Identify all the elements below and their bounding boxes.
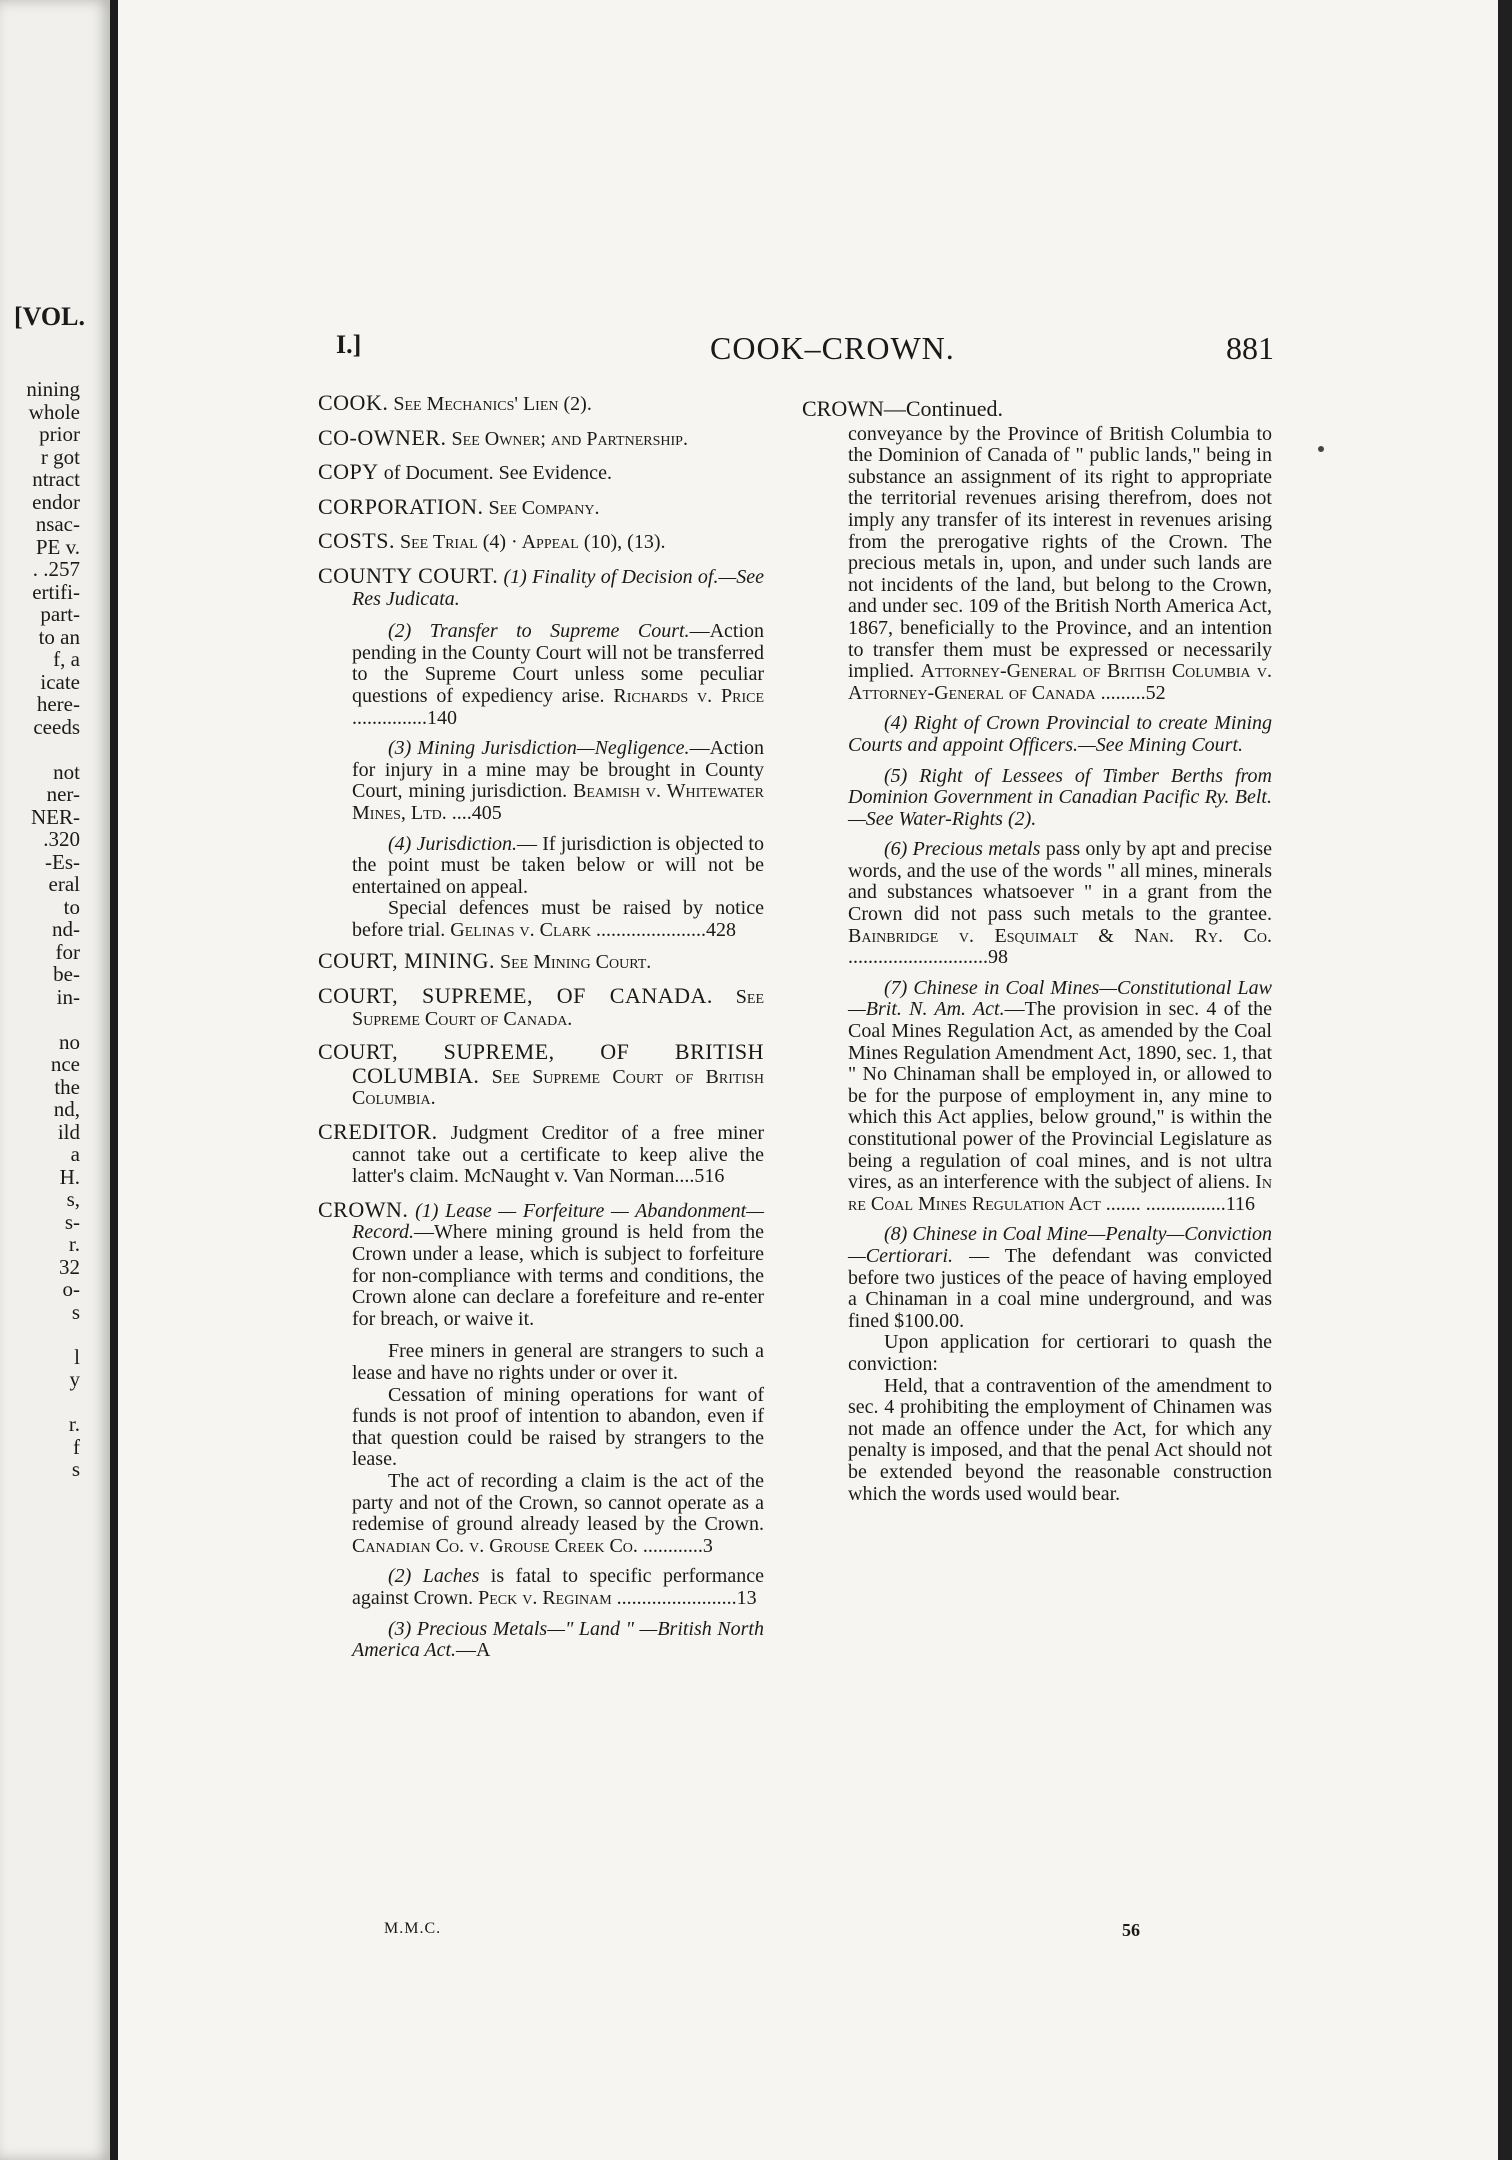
facing-page-fragment-line: prior [39,422,80,446]
facing-page-fragment-line: r. [68,1232,80,1256]
facing-page-fragment-line: to an [38,624,80,649]
facing-page-fragment-line: endor [32,489,80,514]
facing-page-text-fragments [0,378,110,1481]
county-court-sub-4: (4) Jurisdiction.— If jurisdiction is objected to the point must be taken below or will not be entertained on appeal. Special defences must be raised by notice before trial. Gelinas v. Clark ......................428 [352,832,764,941]
crown-sub-2: (2) Laches is fatal to specific performance against Crown. Peck v. Reginam ........................13 [352,1565,764,1609]
facing-page-fragment-line: .320 [43,827,80,851]
crown-sub-3-continued: conveyance by the Province of British Columbia to the Dominion of Canada of " public lands," being in substance an assignment of its right to appropriate the territorial revenues arising therefrom, does not imply any transfer of its interest in revenues arising from the prerogative rights of the Crown. The precious metals in, upon, and under such lands are not incidents of the land, but belong to the Crown, and under sec. 109 of the British North America Act, 1867, beneficially to the Province, and an intention to transfer them must be expressed or necessarily implied. Attorney-General of British Columbia v. Attorney-General of Canada .........52 [848,422,1272,704]
facing-page-fragment [0,0,110,2160]
facing-page-fragment-line: s- [64,1209,80,1234]
facing-page-fragment-line: nd, [53,1097,80,1121]
facing-page-fragment-line: nd- [52,917,80,941]
facing-page-vol-label: [VOL. [14,302,85,331]
index-entry-costs: COSTS. See Trial (4) · Appeal (10), (13). [318,528,666,554]
facing-page-fragment-line: ntract [32,467,80,491]
index-entry-court-supreme-canada: COURT, SUPREME, OF CANADA. See Supreme Court of Canada. [318,983,764,1030]
crown-sub-8: (8) Chinese in Coal Mine—Penalty—Conviction—Certiorari. — The defendant was convicted before two justices of the peace of having employed a Chinaman in a coal mine underground, and was fined $100.00. Upon application for certiorari to quash the conviction: Held, that a contravention of the amendment to sec. 4 prohibiting the employment of Chinamen was not made an offence under the Act, for which any penalty is imposed, and that the penal Act should not be extended beyond the reasonable construction which the words used would bear. [848,1223,1272,1505]
facing-page-fragment-line: ner- [46,782,80,806]
facing-page-fragment-line: eral [48,872,80,896]
facing-page-fragment-line: -Es- [45,849,80,874]
running-head-roman: I.] [336,330,362,359]
facing-page-fragment-line: to [63,894,80,919]
facing-page-fragment-line: r got [40,444,80,469]
facing-page-fragment-line [0,1391,110,1414]
index-entry-corporation: CORPORATION. See Company. [318,493,600,519]
page-number: 881 [1226,330,1274,366]
facing-page-fragment-line: for [55,939,80,964]
index-entry-court-supreme-bc: COURT, SUPREME, OF BRITISH COLUMBIA. See Supreme Court of British Columbia. [318,1039,764,1110]
index-entry-crown: CROWN. (1) Lease — Forfeiture — Abandonment—Record.—Where mining ground is held from the Crown under a lease, which is subject to forfeiture for non-compliance with terms and conditions, the Crown alone can declare a forefeiture and re-enter for breach, or waive it. [318,1196,765,1330]
facing-page-fragment-line: s [71,1457,80,1481]
sheet-number: 56 [1122,1920,1140,1940]
right-column [802,396,1273,1514]
ink-speck [1318,446,1324,452]
facing-page-fragment-line: icate [40,669,80,694]
crown-sub-7: (7) Chinese in Coal Mines—Constitutional Law—Brit. N. Am. Act.—The provision in sec. 4 of the Coal Mines Regulation Act, as amended by the Coal Mines Regulation Amendment Act, 1890, sec. 1, that " No Chinaman shall be employed in, or allowed to be for the purpose of employment in, any mine to which this Act applies, below ground," is within the constitutional power of the Provincial Legislature as being a regulation of coal mines, and is not ultra vires, as an interference with the subject of aliens. In re Coal Mines Regulation Act ....... ................116 [848,976,1273,1215]
index-entry-county-court: COUNTY COURT. (1) Finality of Decision of.—See Res Judicata. [318,562,764,610]
facing-page-fragment-line [0,1008,110,1031]
left-column [318,392,764,1671]
facing-page-fragment-line: PE v. [35,534,80,559]
facing-page-fragment-line: a [70,1142,80,1166]
crown-continued-heading: CROWN—Continued. [802,396,1004,421]
facing-page-fragment-line: 32 [59,1254,80,1279]
facing-page-fragment-line: nining [26,378,80,401]
crown-sub-5: (5) Right of Lessees of Timber Berths from Dominion Government in Canadian Pacific Ry. Belt.—See Water-Rights (2). [848,764,1272,830]
county-court-sub-2: (2) Transfer to Supreme Court.—Action pending in the County Court will not be transferred to the Supreme Court unless some peculiar questions of expediency arise. Richards v. Price ...............140 [352,620,765,729]
crown-sub-3: (3) Precious Metals—" Land " —British North America Act.—A [352,1617,764,1662]
crown-sub-6: (6) Precious metals pass only by apt and precise words, and the use of the words " all mines, minerals and substances whatsoever " in a grant from the Crown did not pass such metals to the grantee. Bainbridge v. Esquimalt & Nan. Ry. Co. ............................98 [848,838,1272,969]
facing-page-fragment-line: s, [66,1187,80,1211]
crown-sub-1-paragraphs: Free miners in general are strangers to such a lease and have no rights under or over it. Cessation of mining operations for want of funds is not proof of intention to abandon, even if that question could be raised by strangers to the lease. The act of recording a claim is the act of the party and not of the Crown, so cannot operate as a redemise of ground already leased by the Crown. Canadian Co. v. Grouse Creek Co. ............3 [352,1340,764,1557]
facing-page-fragment-line: o- [62,1277,80,1301]
facing-page-fragment-line: nsac- [35,512,80,536]
facing-page-fragment-line: be- [53,962,80,986]
facing-page-fragment-line: here- [36,692,80,716]
signature-mark: M.M.C. [384,1920,442,1937]
facing-page-fragment-line: ertifi- [32,579,80,604]
facing-page-fragment-line: r. [68,1412,80,1436]
facing-page-fragment-line: part- [40,602,80,626]
index-entry-copy: COPY of Document. See Evidence. [318,459,612,485]
index-entry-court-mining: COURT, MINING. See Mining Court. [318,948,652,974]
crown-sub-4: (4) Right of Crown Provincial to create Mining Courts and appoint Officers.—See Mining Court. [848,712,1272,756]
facing-page-fragment-line: ceeds [33,714,80,739]
index-entry-co-owner: CO-OWNER. See Owner; and Partnership. [318,424,688,450]
facing-page-fragment-line: f, a [53,647,80,671]
page-edge [1498,0,1512,2160]
facing-page-fragment-line: ild [57,1119,80,1144]
facing-page-fragment-line: H. [59,1164,80,1189]
facing-page-fragment-line: l [74,1344,80,1369]
facing-page-fragment-line [0,1323,110,1346]
facing-page-fragment-line [0,738,110,761]
facing-page-fragment-line: no [59,1029,80,1054]
facing-page-fragment-line: not [53,759,80,784]
running-head-title: COOK–CROWN. [710,330,955,366]
facing-page-fragment-line: the [54,1074,80,1099]
facing-page-fragment-line: whole [28,399,80,424]
facing-page-fragment-line: nce [50,1052,80,1076]
facing-page-fragment-line: f [73,1434,80,1459]
index-entry-creditor: CREDITOR. Judgment Creditor of a free miner cannot take out a certificate to keep alive the latter's claim. McNaught v. Van Norman....516 [318,1119,764,1188]
facing-page-fragment-line: s [71,1299,80,1324]
facing-page-fragment-line: y [69,1367,80,1391]
index-entry-cook: COOK. See Mechanics' Lien (2). [318,390,592,415]
facing-page-fragment-line: NER- [31,804,80,829]
facing-page-fragment-line: in- [56,984,80,1009]
county-court-sub-3: (3) Mining Jurisdiction—Negligence.—Action for injury in a mine may be brought in County Court, mining jurisdiction. Beamish v. Whitewater Mines, Ltd. ....405 [352,737,764,824]
facing-page-fragment-line: . .257 [32,557,80,581]
